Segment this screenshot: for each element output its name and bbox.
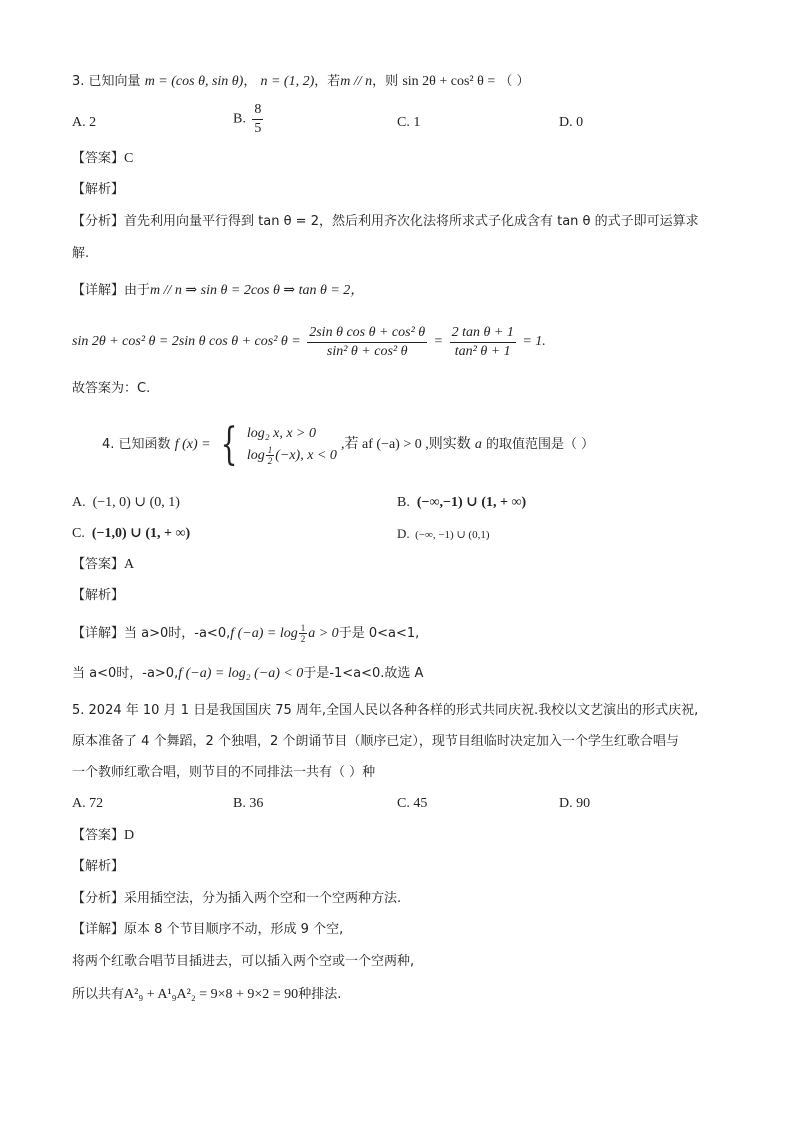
- q4-option-c: C. (−1,0) ∪ (1, + ∞): [72, 526, 191, 541]
- answer-blank: （ ）: [499, 74, 530, 89]
- q4-answer: 【答案】A: [72, 557, 135, 572]
- q3-equation: sin 2θ + cos² θ = 2sin θ cos θ + cos² θ = $\frac{\text{2sin θ cos θ + cos² θ}}{\text{sin² θ + cos² θ}}$ = $\frac{\text{2 tan θ + 1}}{\text{tan² θ + 1}}$ = 1.: [72, 324, 546, 359]
- q5-detail-2: 将两个红歌合唱节目插进去，可以插入两个空或一个空两种,: [72, 954, 415, 969]
- piecewise-cases: log₂ x, x > 0 log $\frac{1}{2}$ (−x), x < 0: [246, 426, 337, 467]
- q5-fenxi: 【分析】采用插空法，分为插入两个空和一个空两种方法.: [72, 891, 402, 906]
- q3-option-d: D. 0: [559, 115, 584, 130]
- q3-option-a: A. 2: [72, 115, 97, 130]
- fraction-tan: $\frac{\text{2 tan θ + 1}}{\text{tan² θ + 1}}$: [451, 324, 514, 359]
- vector-n-definition: n = (1, 2): [260, 74, 315, 89]
- question-4-stem: 4. 已知函数 f (x) = { log₂ x, x > 0 log $\frac{1}{2}$ (−x), x < 0 ,若 af (−a) > 0 ,则实数 a 的取值范围是（ ）: [102, 419, 595, 470]
- q5-option-b: B. 36: [233, 796, 264, 811]
- question-5-stem-line-2: 原本准备了 4 个舞蹈，2 个独唱，2 个朗诵节目（顺序已定），现节目组临时决定加入一个学生红歌合唱与: [72, 734, 679, 749]
- question-5-stem-line-1: 5. 2024 年 10 月 1 日是我国国庆 75 周年,全国人民以各种各样的形式共同庆祝.我校以文艺演出的形式庆祝,: [72, 703, 699, 718]
- question-3-prefix: 3. 已知向量: [72, 74, 141, 89]
- separator: ，: [243, 74, 257, 89]
- q5-option-c: C. 45: [397, 796, 428, 811]
- q5-detail-3: 所以共有A²₉ + A¹₉A²₂ = 9×8 + 9×2 = 90种排法.: [72, 987, 342, 1002]
- q4-option-d: D. (−∞, −1) ∪ (0,1): [397, 526, 490, 541]
- parallel-condition: m // n: [340, 74, 373, 89]
- q4-analysis-label: 【解析】: [72, 588, 125, 603]
- ask-prefix: ，则: [372, 74, 399, 89]
- q3-detail: 【详解】由于m // n ⇒ sin θ = 2cos θ ⇒ tan θ = 2，: [72, 283, 365, 298]
- q4-option-a: A. (−1, 0) ∪ (0, 1): [72, 495, 180, 510]
- q5-option-d: D. 90: [559, 796, 591, 811]
- q3-analysis-label: 【解析】: [72, 182, 125, 197]
- q3-option-c: C. 1: [397, 115, 421, 130]
- q5-option-a: A. 72: [72, 796, 104, 811]
- question-3-expression: sin 2θ + cos² θ =: [402, 74, 496, 89]
- q3-fenxi: 【分析】首先利用向量平行得到 tan θ = 2，然后利用齐次化法将所求式子化成含有 tan θ 的式子即可运算求: [72, 214, 699, 229]
- q4-option-b: B. (−∞,−1) ∪ (1, + ∞): [397, 495, 527, 510]
- q3-conclusion: 故答案为：C.: [72, 381, 151, 396]
- question-5-stem-line-3: 一个教师红歌合唱，则节目的不同排法一共有（ ）种: [72, 765, 376, 780]
- condition-prefix: ，若: [314, 74, 341, 89]
- q3-option-b: B. $\frac{8}{5}$: [233, 102, 262, 136]
- q3-answer: 【答案】C: [72, 151, 134, 166]
- fraction-8-5: $\frac{8}{5}$: [254, 102, 262, 136]
- fraction-sin-cos: $\frac{\text{2sin θ cos θ + cos² θ}}{\text{sin² θ + cos² θ}}$: [309, 324, 426, 359]
- q3-fenxi-continued: 解.: [72, 246, 90, 261]
- question-3-stem: [72, 72, 530, 92]
- q4-detail-2: 当 a<0时，-a>0,f (−a) = log₂ (−a) < 0于是-1<a<0.故选 A: [72, 666, 424, 681]
- q5-analysis-label: 【解析】: [72, 859, 125, 874]
- q5-detail-1: 【详解】原本 8 个节目顺序不动，形成 9 个空,: [72, 922, 344, 937]
- left-brace: {: [220, 419, 238, 470]
- q5-answer: 【答案】D: [72, 828, 135, 843]
- vector-m-definition: m = (cos θ, sin θ): [144, 74, 244, 89]
- q4-detail-1: 【详解】当 a>0时，-a<0,f (−a) = log $\frac{1}{2}$ a > 0于是 0<a<1,: [72, 623, 420, 644]
